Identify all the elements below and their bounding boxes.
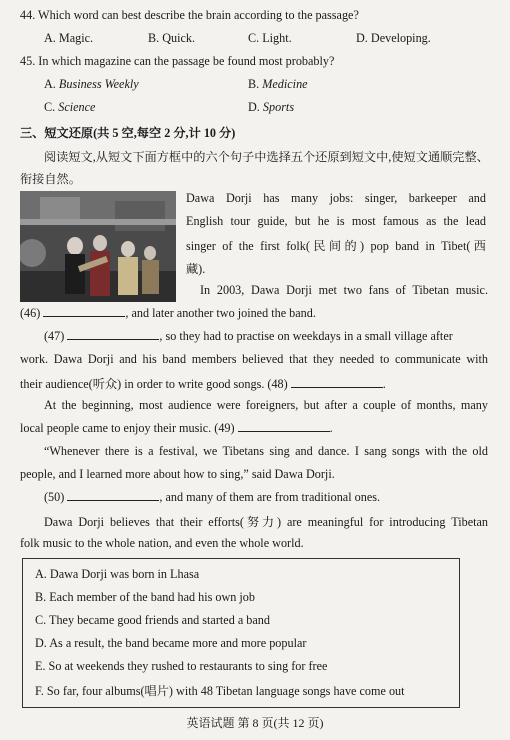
choice-c: C. They became good friends and started a band xyxy=(35,613,270,627)
q44-option-a: A. Magic. xyxy=(44,31,94,45)
section-3-heading: 三、短文还原(共 5 空,每空 2 分,计 10 分) xyxy=(20,126,236,140)
section-3-instruction-line-1: 阅读短文,从短文下面方框中的六个句子中选择五个还原到短文中,使短文通顺完整、 xyxy=(44,150,489,164)
passage-p6-line-1: (50) , and many of them are from traditional ones. xyxy=(44,490,381,504)
passage-p3-line-1: (47) , so they had to practise on weekdays in a small village after xyxy=(44,329,453,343)
q45-option-c: C. Science xyxy=(44,100,96,114)
question-45-stem: 45. In which magazine can the passage be found most probably? xyxy=(20,54,335,68)
passage-p7-line-2: folk music to the whole nation, and even the whole world. xyxy=(20,536,304,550)
q45-option-a: A. Business Weekly xyxy=(44,77,139,91)
passage-p1-line-2: English tour guide, but he is most famous as the lead xyxy=(186,214,486,228)
passage-p3-line-3: their audience(听众) in order to write good songs. (48) . xyxy=(20,377,386,391)
passage-p2-line-2: (46) , and later another two joined the band. xyxy=(20,306,316,320)
q45-option-b: B. Medicine xyxy=(248,77,308,91)
q44-option-d: D. Developing. xyxy=(356,31,431,45)
passage-p4-line-2: local people came to enjoy their music. (49) . xyxy=(20,421,333,435)
passage-p1-line-1: Dawa Dorji has many jobs: singer, barkeeper and xyxy=(186,191,486,205)
section-3-instruction-line-2: 衔接自然。 xyxy=(20,172,81,186)
blank-49[interactable] xyxy=(238,421,330,432)
choice-f: F. So far, four albums(唱片) with 48 Tibetan language songs have come out xyxy=(35,684,405,698)
blank-48[interactable] xyxy=(291,377,383,388)
blank-50[interactable] xyxy=(67,490,159,501)
blank-47[interactable] xyxy=(67,329,159,340)
question-44-stem: 44. Which word can best describe the brain according to the passage? xyxy=(20,8,359,22)
passage-p7-line-1: Dawa Dorji believes that their efforts(努力) are meaningful for introducing Tibetan xyxy=(44,515,488,529)
passage-p1-line-4: 藏). xyxy=(186,262,206,276)
passage-p3-line-2: work. Dawa Dorji and his band members believed that they needed to communicate with xyxy=(20,352,488,366)
choice-e: E. So at weekends they rushed to restaurants to sing for free xyxy=(35,659,328,673)
choice-d: D. As a result, the band became more and more popular xyxy=(35,636,307,650)
q44-option-c: C. Light. xyxy=(248,31,292,45)
choices-box xyxy=(22,558,460,708)
q44-option-b: B. Quick. xyxy=(148,31,196,45)
blank-46[interactable] xyxy=(43,306,125,317)
band-photo xyxy=(20,191,176,302)
choice-a: A. Dawa Dorji was born in Lhasa xyxy=(35,567,200,581)
passage-p5-line-1: “Whenever there is a festival, we Tibetans sing and dance. I sang songs with the old xyxy=(44,444,488,458)
q45-option-d: D. Sports xyxy=(248,100,295,114)
passage-p4-line-1: At the beginning, most audience were foreigners, but after a couple of months, many xyxy=(44,398,488,412)
choice-b: B. Each member of the band had his own job xyxy=(35,590,255,604)
passage-p1-line-3: singer of the first folk(民间的) pop band in Tibet(西 xyxy=(186,239,486,253)
passage-p2-line-1: In 2003, Dawa Dorji met two fans of Tibetan music. xyxy=(200,283,488,297)
passage-p5-line-2: people, and I learned more about how to sing,” said Dawa Dorji. xyxy=(20,467,335,481)
page-footer: 英语试题 第 8 页(共 12 页) xyxy=(186,716,324,730)
